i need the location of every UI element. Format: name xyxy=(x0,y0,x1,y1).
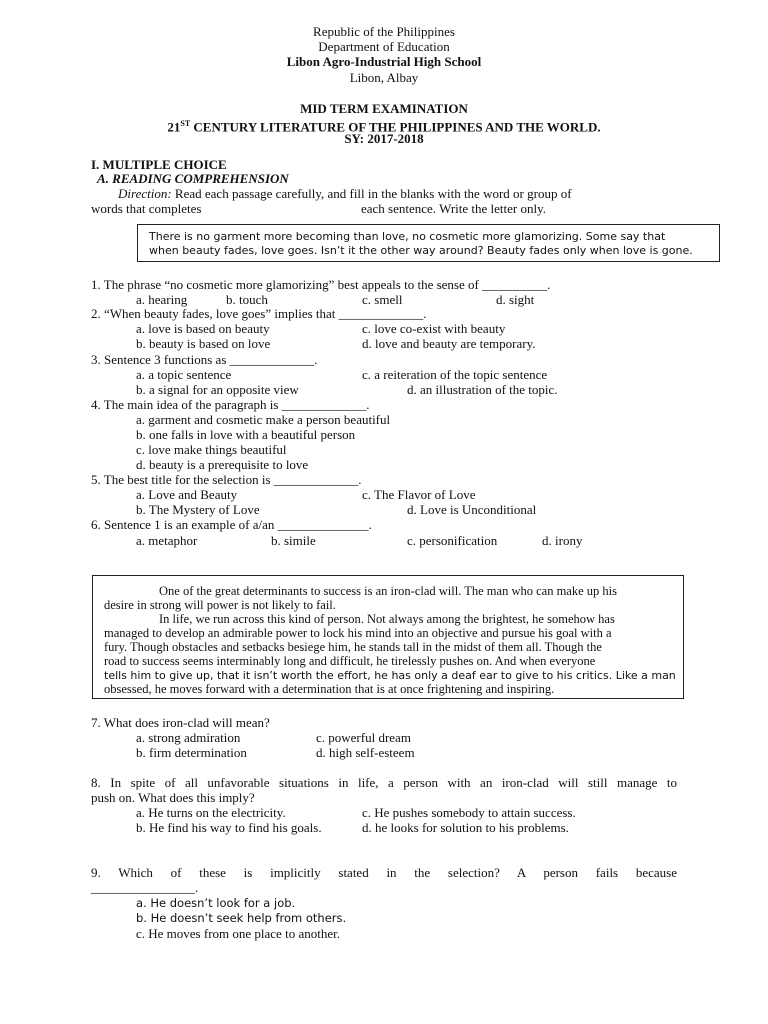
q3-option-b: b. a signal for an opposite view xyxy=(136,382,299,397)
direction-text-1: Read each passage carefully, and fill in the blanks with the word or group of xyxy=(171,186,572,201)
passage-2-line-1: One of the great determinants to success is an iron-clad will. The man who can make up his xyxy=(159,584,617,598)
q6-stem: 6. Sentence 1 is an example of a/an ______________. xyxy=(91,517,372,532)
q3-option-d: d. an illustration of the topic. xyxy=(407,382,558,397)
q5-option-b: b. The Mystery of Love xyxy=(136,502,260,517)
q1-stem-text: 1. The phrase “no cosmetic more glamorizing” best appeals to the sense of __________. xyxy=(91,277,551,292)
header-address: Libon, Albay xyxy=(349,70,419,85)
passage-1-box xyxy=(137,224,720,262)
q7-option-b: b. firm determination xyxy=(136,745,247,760)
q1-option-b: b. touch xyxy=(226,292,268,307)
direction-text-2b: each sentence. Write the letter only. xyxy=(361,201,547,216)
q1-option-a: a. hearing xyxy=(136,292,188,307)
q6-option-d: d. irony xyxy=(542,533,583,548)
passage-1-line-2: when beauty fades, love goes. Isn’t it the other way around? Beauty fades only when love is gone. xyxy=(149,244,693,257)
header-department: Department of Education xyxy=(318,39,450,54)
direction-line-1 xyxy=(118,186,572,201)
q2-option-c: c. love co-exist with beauty xyxy=(362,321,506,336)
q6-option-c: c. personification xyxy=(407,533,498,548)
q3-stem: 3. Sentence 3 functions as _____________. xyxy=(91,352,318,367)
q7-stem: 7. What does iron-clad will mean? xyxy=(91,715,270,730)
course-number: 21 xyxy=(167,119,181,135)
passage-2-line-5: fury. Though obstacles and setbacks besiege him, he stands tall in the midst of them all. Though the xyxy=(104,640,602,654)
q1-option-c: c. smell xyxy=(362,292,403,307)
header-republic: Republic of the Philippines xyxy=(313,24,455,39)
q3-option-c: c. a reiteration of the topic sentence xyxy=(362,367,548,382)
q8-stem-line-1: 8. In spite of all unfavorable situations in life, a person with an iron-clad will still manage to xyxy=(91,775,677,790)
q4-option-b: b. one falls in love with a beautiful person xyxy=(136,427,356,442)
q9-option-a: a. He doesn’t look for a job. xyxy=(136,896,296,910)
passage-2-box xyxy=(92,575,684,699)
section-subtitle: A. READING COMPREHENSION xyxy=(97,171,289,186)
q1-option-d: d. sight xyxy=(496,292,535,307)
q2-option-a: a. love is based on beauty xyxy=(136,321,270,336)
q8-stem-line-2: push on. What does this imply? xyxy=(91,790,255,805)
passage-2-line-2: desire in strong will power is not likely to fail. xyxy=(104,598,336,612)
q2-option-d: d. love and beauty are temporary. xyxy=(362,336,536,351)
q5-option-c: c. The Flavor of Love xyxy=(362,487,476,502)
direction-label: Direction: xyxy=(118,186,172,201)
passage-2-line-6: road to success seems interminably long and difficult, he tirelessly pushes on. And when everyone xyxy=(104,654,596,668)
school-year: SY: 2017-2018 xyxy=(344,131,424,146)
q3-option-a: a. a topic sentence xyxy=(136,367,232,382)
q8-option-d: d. he looks for solution to his problems. xyxy=(362,820,569,835)
q4-option-a: a. garment and cosmetic make a person beautiful xyxy=(136,412,391,427)
q9-stem-line-1: 9. Which of these is implicitly stated in the selection? A person fails because xyxy=(91,865,677,880)
q4-stem: 4. The main idea of the paragraph is _____________. xyxy=(91,397,370,412)
q4-option-d: d. beauty is a prerequisite to love xyxy=(136,457,309,472)
q5-stem: 5. The best title for the selection is _____________. xyxy=(91,472,362,487)
q6-option-a: a. metaphor xyxy=(136,533,198,548)
exam-title: MID TERM EXAMINATION xyxy=(300,101,468,116)
q7-option-c: c. powerful dream xyxy=(316,730,411,745)
passage-2-line-7: tells him to give up, that it isn’t worth the effort, he has only a deaf ear to give to his critics. Like a man xyxy=(104,669,676,682)
q5-option-a: a. Love and Beauty xyxy=(136,487,238,502)
q7-option-a: a. strong admiration xyxy=(136,730,241,745)
passage-2-line-3: In life, we run across this kind of person. Not always among the brightest, he somehow has xyxy=(159,612,615,626)
q9-stem-line-2: ________________. xyxy=(91,880,199,895)
q1-stem xyxy=(91,277,550,292)
q8-option-a: a. He turns on the electricity. xyxy=(136,805,286,820)
direction-text-2a: words that completes xyxy=(91,201,202,216)
q5-option-d: d. Love is Unconditional xyxy=(407,502,537,517)
q7-option-d: d. high self-esteem xyxy=(316,745,415,760)
q2-stem: 2. “When beauty fades, love goes” implies that _____________. xyxy=(91,306,427,321)
q9-option-b: b. He doesn’t seek help from others. xyxy=(136,911,347,925)
q6-option-b: b. simile xyxy=(271,533,316,548)
passage-2-line-8: obsessed, he moves forward with a determination that is at once frightening and inspiring. xyxy=(104,682,555,696)
course-superscript: ST xyxy=(180,119,191,128)
q8-option-b: b. He find his way to find his goals. xyxy=(136,820,322,835)
q2-option-b: b. beauty is based on love xyxy=(136,336,271,351)
passage-1-line-1: There is no garment more becoming than love, no cosmetic more glamorizing. Some say that xyxy=(149,230,666,243)
q8-option-c: c. He pushes somebody to attain success. xyxy=(362,805,576,820)
passage-2-line-4: managed to develop an admirable power to lock his mind into an objective and pursue his goal with a xyxy=(104,626,612,640)
header-school: Libon Agro-Industrial High School xyxy=(286,54,482,69)
q9-option-c: c. He moves from one place to another. xyxy=(136,926,340,941)
q4-option-c: c. love make things beautiful xyxy=(136,442,287,457)
course-name: CENTURY LITERATURE OF THE PHILIPPINES AND THE WORLD. xyxy=(190,119,601,135)
section-title: I. MULTIPLE CHOICE xyxy=(91,157,227,172)
